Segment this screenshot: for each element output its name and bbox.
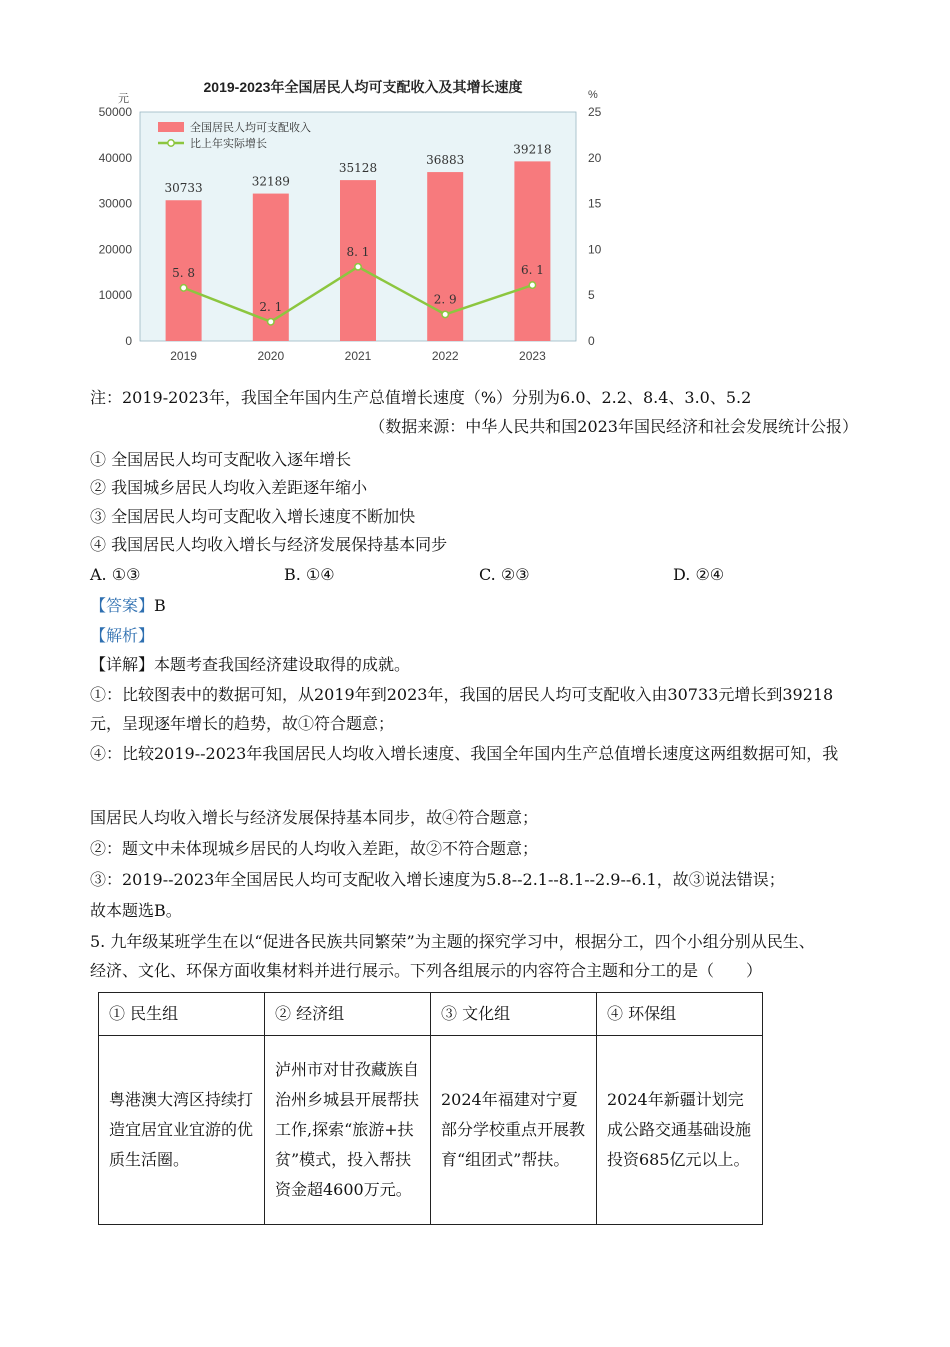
growth-point xyxy=(180,285,186,291)
answer xyxy=(90,595,166,617)
statement-4: ④ 我国居民人均收入增长与经济发展保持基本同步 xyxy=(90,535,448,554)
left-axis-ticks xyxy=(99,105,133,348)
option-b-text: ①④ xyxy=(305,565,335,584)
header-economy: ② 经济组 xyxy=(265,993,431,1036)
cell-culture-text: 2024年福建对宁夏部分学校重点开展教育“组团式”帮扶。 xyxy=(441,1090,586,1169)
question-5-line-1: 5. 九年级某班学生在以“促进各民族共同繁荣”为主题的探究学习中，根据分工，四个小组分别从民生、 xyxy=(90,932,815,951)
option-d xyxy=(673,564,724,586)
legend-line-marker xyxy=(168,140,174,146)
option-c xyxy=(479,564,530,586)
groups-table xyxy=(98,992,763,1225)
left-tick-label: 20000 xyxy=(98,242,132,257)
statement-3: ③ 全国居民人均可支配收入增长速度不断加快 xyxy=(90,507,416,526)
statement-2: ② 我国城乡居民人均收入差距逐年缩小 xyxy=(90,478,368,497)
left-tick-label: 30000 xyxy=(98,196,132,211)
analysis-line-5: 国居民人均收入增长与经济发展保持基本同步，故④符合题意； xyxy=(90,808,539,827)
year-tick-label: 2021 xyxy=(344,349,372,363)
right-tick-label: 0 xyxy=(588,334,595,348)
analysis-tag: 【解析】 xyxy=(90,626,155,645)
growth-point-label: 2. 9 xyxy=(433,292,457,307)
right-tick-label: 20 xyxy=(588,150,602,165)
income-chart xyxy=(88,72,618,372)
income-bar xyxy=(514,161,550,341)
year-tick-label: 2022 xyxy=(431,349,459,363)
growth-point xyxy=(529,282,535,288)
left-tick-label: 50000 xyxy=(98,105,132,119)
analysis-line-2: ①：比较图表中的数据可知，从2019年到2023年，我国的居民人均可支配收入由30733元增长到39218 xyxy=(90,685,834,704)
analysis-line-1: 【详解】本题考查我国经济建设取得的成就。 xyxy=(90,655,411,674)
left-tick-label: 10000 xyxy=(98,288,132,303)
income-bar-label: 30733 xyxy=(164,181,203,196)
cell-environment xyxy=(597,1036,763,1225)
year-tick-label: 2020 xyxy=(257,349,285,363)
right-tick-label: 10 xyxy=(588,242,602,257)
year-tick-label: 2019 xyxy=(170,349,197,363)
year-tick-label: 2023 xyxy=(519,349,546,363)
income-bar-label: 32189 xyxy=(251,174,290,189)
growth-point-label: 8. 1 xyxy=(346,244,370,259)
option-c-letter: C. xyxy=(479,565,496,584)
option-a-letter: A. xyxy=(90,565,107,584)
growth-point xyxy=(268,319,274,325)
analysis-line-6: ②：题文中未体现城乡居民的人均收入差距，故②不符合题意； xyxy=(90,839,539,858)
option-a xyxy=(90,564,140,586)
income-bar-label: 36883 xyxy=(426,153,465,168)
option-c-text: ②③ xyxy=(500,565,530,584)
chart-note: 注：2019-2023年，我国全年国内生产总值增长速度（%）分别为6.0、2.2、8.4、3.0、5.2 xyxy=(90,388,752,407)
analysis-line-8: 故本题选B。 xyxy=(90,901,182,920)
header-environment: ④ 环保组 xyxy=(597,993,763,1036)
option-d-text: ②④ xyxy=(695,565,725,584)
option-b-letter: B. xyxy=(284,565,301,584)
right-axis-unit: % xyxy=(588,89,598,101)
legend-line-label: 比上年实际增长 xyxy=(190,137,267,150)
growth-point xyxy=(442,311,448,317)
cell-environment-text: 2024年新疆计划完成公路交通基础设施投资685亿元以上。 xyxy=(607,1090,752,1169)
right-tick-label: 15 xyxy=(588,196,602,211)
header-livelihood: ① 民生组 xyxy=(99,993,265,1036)
answer-value: B xyxy=(154,596,166,615)
cell-culture xyxy=(431,1036,597,1225)
income-bar xyxy=(340,180,376,341)
income-bar-label: 39218 xyxy=(513,142,552,157)
question-5-line-2: 经济、文化、环保方面收集材料并进行展示。下列各组展示的内容符合主题和分工的是（ ） xyxy=(90,961,763,980)
left-tick-label: 40000 xyxy=(98,150,132,165)
analysis-line-3: 元，呈现逐年增长的趋势，故①符合题意； xyxy=(90,714,395,733)
cell-economy-text: 泸州市对甘孜藏族自治州乡城县开展帮扶工作,探索“旅游+扶贫”模式，投入帮扶资金超4600万元。 xyxy=(275,1060,420,1199)
option-a-text: ①③ xyxy=(111,565,141,584)
chart-title: 2019-2023年全国居民人均可支配收入及其增长速度 xyxy=(203,79,523,95)
header-culture: ③ 文化组 xyxy=(431,993,597,1036)
right-tick-label: 5 xyxy=(588,288,595,303)
statement-1: ① 全国居民人均可支配收入逐年增长 xyxy=(90,450,352,469)
right-tick-label: 25 xyxy=(588,105,602,119)
left-tick-label: 0 xyxy=(125,334,132,348)
growth-point-label: 6. 1 xyxy=(520,263,544,278)
growth-point-label: 2. 1 xyxy=(259,299,283,314)
option-b xyxy=(284,564,335,586)
data-source: （数据来源：中华人民共和国2023年国民经济和社会发展统计公报） xyxy=(369,417,858,436)
cell-economy xyxy=(265,1036,431,1225)
cell-livelihood xyxy=(99,1036,265,1225)
growth-point-label: 5. 8 xyxy=(172,265,196,280)
analysis-line-4: ④：比较2019--2023年我国居民人均收入增长速度、我国全年国内生产总值增长速度这两组数据可知，我 xyxy=(90,744,839,763)
right-axis-ticks xyxy=(588,105,602,348)
answer-tag: 【答案】 xyxy=(90,596,155,615)
option-d-letter: D. xyxy=(673,565,691,584)
analysis-line-7: ③：2019--2023年全国居民人均可支配收入增长速度为5.8--2.1--8.1--2.9--6.1，故③说法错误； xyxy=(90,870,785,889)
left-axis-unit: 元 xyxy=(118,93,129,105)
income-bar-label: 35128 xyxy=(338,161,378,176)
cell-livelihood-text: 粤港澳大湾区持续打造宜居宜业宜游的优质生活圈。 xyxy=(109,1090,254,1169)
legend-bar-label: 全国居民人均可支配收入 xyxy=(190,121,311,134)
legend-bar-swatch xyxy=(158,122,184,132)
growth-point xyxy=(355,264,361,270)
